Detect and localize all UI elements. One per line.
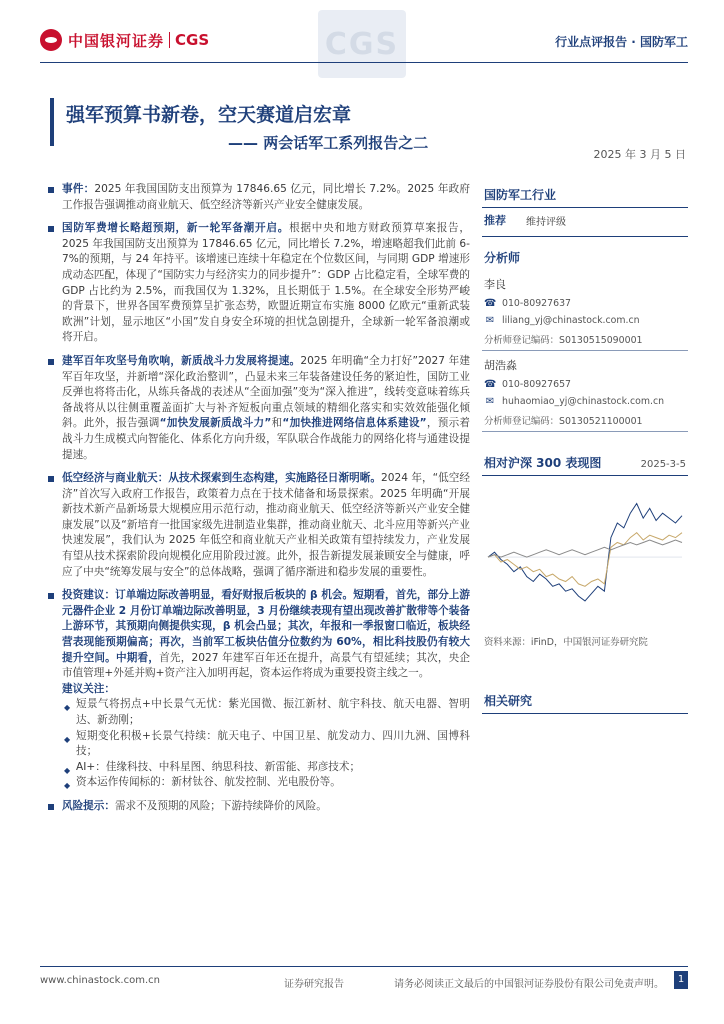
analyst-card bbox=[482, 270, 688, 351]
report-title: 强军预算书新卷，空天赛道启宏章 bbox=[66, 104, 352, 126]
sidebar-divider bbox=[482, 236, 688, 237]
title-accent-bar bbox=[50, 98, 54, 146]
diamond-icon: ◆ bbox=[64, 703, 71, 713]
footer-url[interactable]: www.chinastock.com.cn bbox=[40, 975, 160, 986]
analyst-email[interactable]: ✉ liliang_yj@chinastock.com.cn bbox=[485, 315, 640, 326]
relative-performance-chart bbox=[482, 476, 688, 626]
company-logo[interactable] bbox=[40, 28, 209, 52]
focus-item: ◆ AI+：佳缘科技、中科星图、纳思科技、新雷能、邦彦技术； bbox=[62, 760, 470, 776]
logo-divider bbox=[169, 32, 170, 48]
diamond-icon: ◆ bbox=[64, 734, 71, 744]
bullet-square-icon bbox=[48, 359, 54, 365]
analyst-name: 李良 bbox=[484, 278, 506, 291]
chart-date: 2025-3-5 bbox=[640, 459, 686, 470]
bullet-square-icon bbox=[48, 476, 54, 482]
footer-doc-type: 证券研究报告 bbox=[284, 979, 344, 990]
footer-disclaimer: 请务必阅读正文最后的中国银河证券股份有限公司免责声明。 bbox=[394, 979, 664, 990]
section-centenary-goal: 建军百年攻坚号角吹响，新质战斗力发展将提速。2025 年明确“全力打好”2027 年建军百年攻坚，并新增“深化政治整训”，凸显未来三年装备建设任务的紧迫性，国防工业反弹也将将击化，从练兵备战的表述从“全面加强”变为“深入推进”，线转变意味着练兵备战将从以往侧重覆盖面扩大与补齐短板向重点领域的精细化落实和实效效能强化倾斜。此外，报告强调“加快发展新质战斗力”和“加快推进网络信息体系建设”，预示着战斗力生成模式向智能化、体系化方向升级，军队联合作战能力的网络化将与通建设提提速。 bbox=[46, 354, 470, 463]
report-subtitle: —— 两会话军工系列报告之二 bbox=[228, 134, 429, 152]
bullet-square-icon bbox=[48, 226, 54, 232]
section-investment: 投资建议：订单端边际改善明显，看好财报后板块的 β 机会。短期看，首先，部分上游元器件企业 2 月份订单端边际改善明显，3 月份继续表现有望出现改善扩散带等个装备上游环节，其预期向侧提供实现，β 机会凸显；其次，年报和一季报窗口临近，板块经营表现能预期偏高；再次，当前军工板块估值分位数约为 60%，相比科技股仍有较大提升空间。中期看，首先，2027 年建军百年还在提升，高景气有望延续；其次，央企市值管理+外延并购+资产注入加明再起，资本运作将成为重要投资主线之一。 建议关注： ◆ 短景气将拐点+中长景气无忧：紫光国微、振江新材、航宇科技、航天电器、智明达、新劲刚； ◆ 短期变化积极+长景气持续：航天电子、中国卫星、航发动力、四川九洲、国博科技； ◆ AI+：佳缘科技、中科星图、纳思科技、新雷能、邦彦技术； ◆ 资本运作传闻标的：新材钛谷、航发控制、光电股份等。 bbox=[46, 588, 470, 791]
analyst-phone[interactable]: ☎ 010-80927637 bbox=[484, 298, 571, 309]
diamond-icon: ◆ bbox=[64, 781, 71, 791]
section-risk: 风险提示：需求不及预期的风险；下游持续降价的风险。 bbox=[46, 799, 470, 815]
logo-icon bbox=[40, 29, 62, 51]
logo-en-text: CGS bbox=[175, 31, 210, 49]
page-number: 1 bbox=[674, 971, 688, 989]
chart-series-line-2 bbox=[488, 540, 682, 557]
chart-heading bbox=[482, 450, 688, 476]
related-research-heading: 相关研究 bbox=[482, 688, 688, 714]
analyst-cert: 分析师登记编码：S0130515090001 bbox=[482, 328, 688, 351]
section-event: 事件：2025 年我国国防支出预算为 17846.65 亿元，同比增长 7.2%。2025 年政府工作报告强调推动商业航天、低空经济等新兴产业安全健康发展。 bbox=[46, 182, 470, 213]
main-content bbox=[46, 182, 470, 823]
report-date: 2025 年 3 月 5 日 bbox=[593, 148, 686, 161]
chart-source: 资料来源：iFinD，中国银河证券研究院 bbox=[484, 637, 648, 648]
focus-heading: 建议关注： bbox=[62, 682, 115, 695]
header-divider bbox=[40, 62, 688, 63]
bullet-square-icon bbox=[48, 804, 54, 810]
diamond-icon: ◆ bbox=[64, 765, 71, 775]
bullet-square-icon bbox=[48, 593, 54, 599]
email-icon: ✉ bbox=[485, 315, 495, 326]
page-footer bbox=[40, 966, 688, 990]
analyst-heading: 分析师 bbox=[484, 251, 521, 265]
chart-title: 相对沪深 300 表现图 bbox=[484, 456, 602, 470]
page-header bbox=[0, 0, 724, 90]
report-type: 行业点评报告 · 国防军工 bbox=[555, 35, 688, 49]
phone-icon: ☎ bbox=[484, 379, 497, 390]
focus-item: ◆ 资本运作传闻标的：新材钛谷、航发控制、光电股份等。 bbox=[62, 775, 470, 791]
email-icon: ✉ bbox=[485, 396, 495, 407]
section-defense-budget: 国防军费增长略超预期，新一轮军备潮开启。根据中央和地方财政预算草案报告，2025 年我国国防支出预算为 17846.65 亿元，同比增长 7.2%，增速略超我们此前 6-7%的预期，与 24 年持平。该增速已连续十年稳定在个位数区间，与同期 GDP 增速形成动态匹配，体现了“国防实力与经济实力的同步提升”：GDP 占比稳定看，全球军费的 GDP 占比约为 2.5%，而我国仅为 1.32%，且长期低于 1.5%。在全球安全形势严峻的背景下，世界各国军费预算呈扩张态势，欧盟近期宣布实施 8000 亿欧元“重新武装欧洲”计划，显示地区“小国”发自身安全环境的担忧急剧提升，全球新一轮军备浪潮或将开启。 bbox=[46, 221, 470, 346]
bullet-square-icon bbox=[48, 187, 54, 193]
analyst-card bbox=[482, 351, 688, 432]
rating-value: 维持评级 bbox=[526, 216, 566, 228]
rating-label: 推荐 bbox=[484, 214, 506, 227]
analyst-cert: 分析师登记编码：S0130521100001 bbox=[482, 409, 688, 432]
focus-item: ◆ 短期变化积极+长景气持续：航天电子、中国卫星、航发动力、四川九洲、国博科技； bbox=[64, 729, 470, 758]
logo-cn-text: 中国银河证券 bbox=[68, 31, 165, 50]
sidebar bbox=[482, 182, 688, 714]
rating-row bbox=[482, 208, 688, 232]
section-low-altitude: 低空经济与商业航天：从技术探索到生态构建，实施路径日渐明晰。2024 年，“低空经济”首次写入政府工作报告，政策着力点在于技术储备和场景探索。2025 年明确“开展新技术新产品新场景大规模应用示范行动，推动商业航天、低空经济等新兴产业安全健康发展”以及“新培育一批国家级先进制造业集群，推动商业航天、北斗应用等新兴产业快速发展”，我们认为 2025 年低空和商业航天产业相关政策有望持续发力，产业发展有望从技术探索阶段向规模化应用阶段过渡。此外，报告新提发展兼顾安全与健康，呼应了中央“统筹发展与安全”的总体战略，强调了循序渐进和稳步发展的重要性。 bbox=[46, 471, 470, 580]
analyst-phone[interactable]: ☎ 010-80927657 bbox=[484, 379, 571, 390]
watermark-logo: CGS bbox=[318, 10, 406, 78]
industry-heading: 国防军工行业 bbox=[482, 182, 688, 208]
phone-icon: ☎ bbox=[484, 298, 497, 309]
analyst-email[interactable]: ✉ huhaomiao_yj@chinastock.com.cn bbox=[485, 396, 665, 407]
focus-item: ◆ 短景气将拐点+中长景气无忧：紫光国微、振江新材、航宇科技、航天电器、智明达、新劲刚； bbox=[64, 698, 470, 726]
analyst-name: 胡浩淼 bbox=[484, 359, 517, 372]
